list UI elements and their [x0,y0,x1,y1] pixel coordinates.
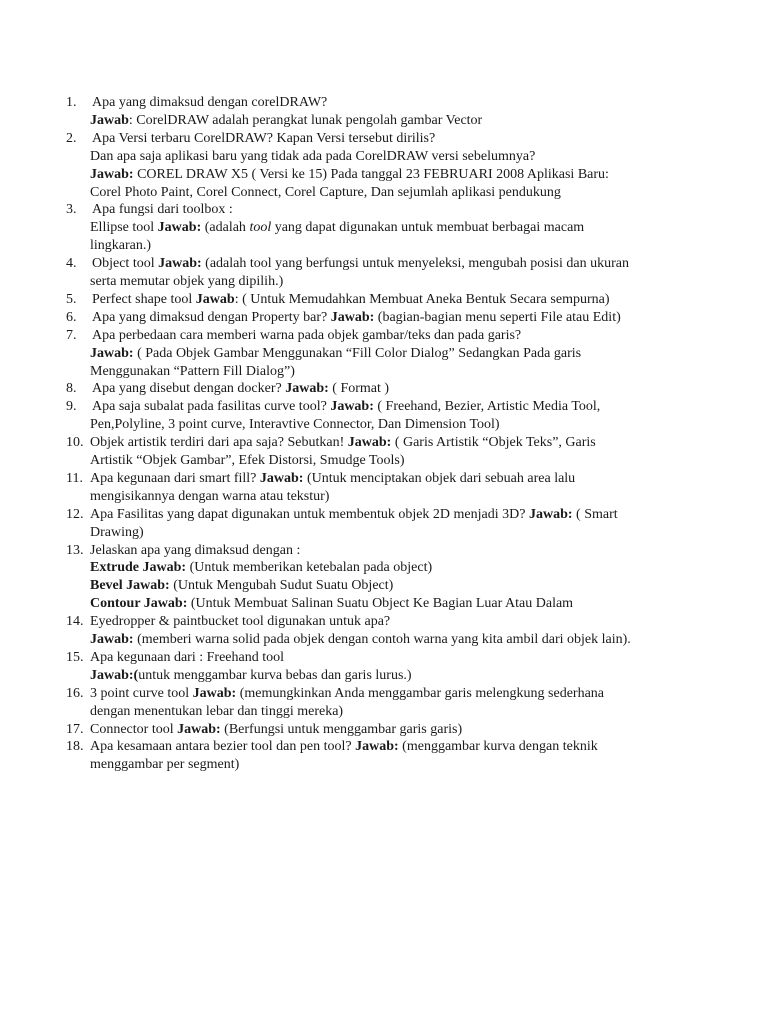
text-run: (Untuk menciptakan objek dari sebuah area lalu [303,470,576,486]
question-line [92,327,521,345]
text-run: Apa saja subalat pada fasilitas curve tool? [92,399,331,415]
text-run: Apa fungsi dari toolbox : [92,202,233,218]
text-run: menggambar per segment) [90,757,240,773]
answer-line [90,112,482,130]
question-line [90,685,604,703]
answer-line [90,184,561,202]
answer-line [90,631,631,649]
text-run: ( Pada Objek Gambar Menggunakan “Fill Color Dialog” Sedangkan Pada garis [133,345,582,361]
answer-label: Jawab: [192,685,237,701]
answer-line [90,148,535,166]
answer-label: Jawab:( [90,667,139,683]
text-run: Object tool [92,256,159,272]
text-run: ( Smart [572,506,618,522]
answer-line [90,273,283,291]
text-run: Dan apa saja aplikasi baru yang tidak ada pada CorelDRAW versi sebelumnya? [90,148,536,164]
text-run: serta memutar objek yang dipilih.) [90,274,284,289]
question-line [90,721,462,739]
text-run: (bagian-bagian menu seperti File atau Edit) [374,309,621,325]
answer-line [90,345,581,363]
text-run: Corel Photo Paint, Corel Connect, Corel Capture, Dan sejumlah aplikasi pendukung [90,184,561,200]
question-line [92,94,327,112]
question-line [90,506,618,524]
text-run: Drawing) [90,524,144,540]
answer-line [90,756,239,774]
text-run: (Berfungsi untuk menggambar garis garis) [220,721,463,737]
text-run: untuk menggambar kurva bebas dan garis lurus.) [138,667,412,683]
text-run: (Untuk Mengubah Sudut Suatu Object) [169,578,394,594]
text-run: : ( Untuk Memudahkan Membuat Aneka Bentuk Secara sempurna) [234,291,610,307]
answer-line [90,416,500,434]
item-number: 5. [66,291,77,307]
item-number: 18. [66,739,84,755]
answer-label: Contour Jawab: [90,596,188,612]
text-run: (memberi warna solid pada objek dengan contoh warna yang kita ambil dari objek lain). [133,632,631,647]
text-run: (memungkinkan Anda menggambar garis melengkung sederhana [236,685,604,701]
text-run: Menggunakan “Pattern Fill Dialog”) [90,363,295,379]
question-line [92,201,233,219]
question-line [90,434,596,452]
item-number: 14. [66,614,84,630]
question-line [92,130,435,148]
item-number: 12. [66,506,84,522]
answer-line [90,577,393,595]
text-run: ( Freehand, Bezier, Artistic Media Tool, [373,399,601,415]
answer-line [90,595,573,613]
answer-label: Jawab [90,112,129,128]
question-line [92,255,629,273]
question-line [90,738,598,756]
text-run: Apa kegunaan dari smart fill? [90,470,260,486]
text-run: Apa Versi terbaru CorelDRAW? Kapan Versi tersebut dirilis? [92,130,436,146]
question-line [92,291,610,309]
item-number: 13. [66,542,84,558]
answer-label: Jawab: [157,220,202,236]
answer-line [90,703,343,721]
text-run: Objek artistik terdiri dari apa saja? Sebutkan! [90,435,348,451]
item-number: 11. [66,470,83,486]
text-run: Apa kegunaan dari : Freehand tool [90,649,284,665]
text-run: mengisikannya dengan warna atau tekstur) [90,488,330,504]
text-run: ( Format ) [328,381,390,397]
item-number: 3. [66,202,77,218]
item-number: 4. [66,256,77,272]
item-number: 7. [66,327,77,343]
text-run: Apa yang dimaksud dengan Property bar? [92,309,331,325]
question-line [90,613,390,631]
text-run: Pen,Polyline, 3 point curve, Interavtive Connector, Dan Dimension Tool) [90,417,500,433]
question-line [92,380,389,398]
text-run: Apa perbedaan cara memberi warna pada objek gambar/teks dan pada garis? [92,327,522,343]
answer-label: Jawab: [259,470,304,486]
answer-label: Jawab: [347,435,392,451]
answer-line [90,524,144,542]
answer-label: Extrude Jawab: [90,560,187,576]
answer-label: Jawab: [90,632,134,647]
answer-label: Jawab: [330,399,374,415]
answer-line [90,219,584,237]
text-run: 3 point curve tool [90,685,193,701]
question-line [90,542,300,560]
answer-label: Jawab [195,291,235,307]
item-number: 1. [66,95,77,110]
answer-line [90,667,412,685]
text-run: : CorelDRAW adalah perangkat lunak pengolah gambar Vector [128,112,483,128]
text-run: Jelaskan apa yang dimaksud dengan : [90,542,301,558]
text-run: Connector tool [90,721,178,737]
text-run: Artistik “Objek Gambar”, Efek Distorsi, Smudge Tools) [90,453,405,468]
text-run: (adalah [201,220,250,236]
answer-line [90,559,432,577]
answer-label: Jawab: [158,256,202,272]
item-number: 9. [66,399,77,415]
text-run: (Untuk memberikan ketebalan pada object) [186,560,433,576]
answer-label: Jawab: [528,506,573,522]
question-line [90,649,284,667]
text-run: Apa Fasilitas yang dapat digunakan untuk membentuk objek 2D menjadi 3D? [90,506,529,522]
item-number: 15. [66,649,84,665]
answer-line [90,452,405,470]
question-line [92,398,600,416]
text-run: yang dapat digunakan untuk membuat berbagai macam [271,220,585,236]
answer-label: Jawab: [285,381,329,397]
question-line [90,470,575,488]
text-run: Ellipse tool [90,220,158,236]
text-run: dengan menentukan lebar dan tinggi mereka) [90,703,344,719]
text-run: tool [249,220,272,236]
text-run: lingkaran.) [90,238,152,254]
question-line [92,309,621,327]
item-number: 8. [66,381,77,397]
answer-label: Jawab: [90,166,134,182]
answer-label: Jawab: [355,739,399,755]
answer-label: Jawab: [90,345,134,361]
text-run: (menggambar kurva dengan teknik [398,739,598,755]
text-run: Apa yang dimaksud dengan corelDRAW? [92,95,328,110]
text-run: Apa yang disebut dengan docker? [92,381,286,397]
text-run: (Untuk Membuat Salinan Suatu Object Ke Bagian Luar Atau Dalam [187,596,574,612]
answer-line [90,166,609,184]
answer-line [90,363,295,381]
text-run: Eyedropper & paintbucket tool digunakan untuk apa? [90,614,391,630]
answer-label: Bevel Jawab: [90,578,170,594]
text-run: (adalah tool yang berfungsi untuk menyeleksi, mengubah posisi dan ukuran [201,256,629,272]
text-run: COREL DRAW X5 ( Versi ke 15) Pada tanggal 23 FEBRUARI 2008 Aplikasi Baru: [133,166,609,182]
item-number: 17. [66,721,84,737]
answer-line [90,237,151,255]
answer-label: Jawab: [330,309,375,325]
answer-line [90,488,329,506]
text-run: Perfect shape tool [92,291,196,307]
item-number: 16. [66,685,84,701]
answer-label: Jawab: [177,721,221,737]
item-number: 2. [66,130,77,146]
text-run: ( Garis Artistik “Objek Teks”, Garis [391,435,596,451]
item-number: 10. [66,435,84,451]
item-number: 6. [66,309,77,325]
text-run: Apa kesamaan antara bezier tool dan pen tool? [90,739,356,755]
